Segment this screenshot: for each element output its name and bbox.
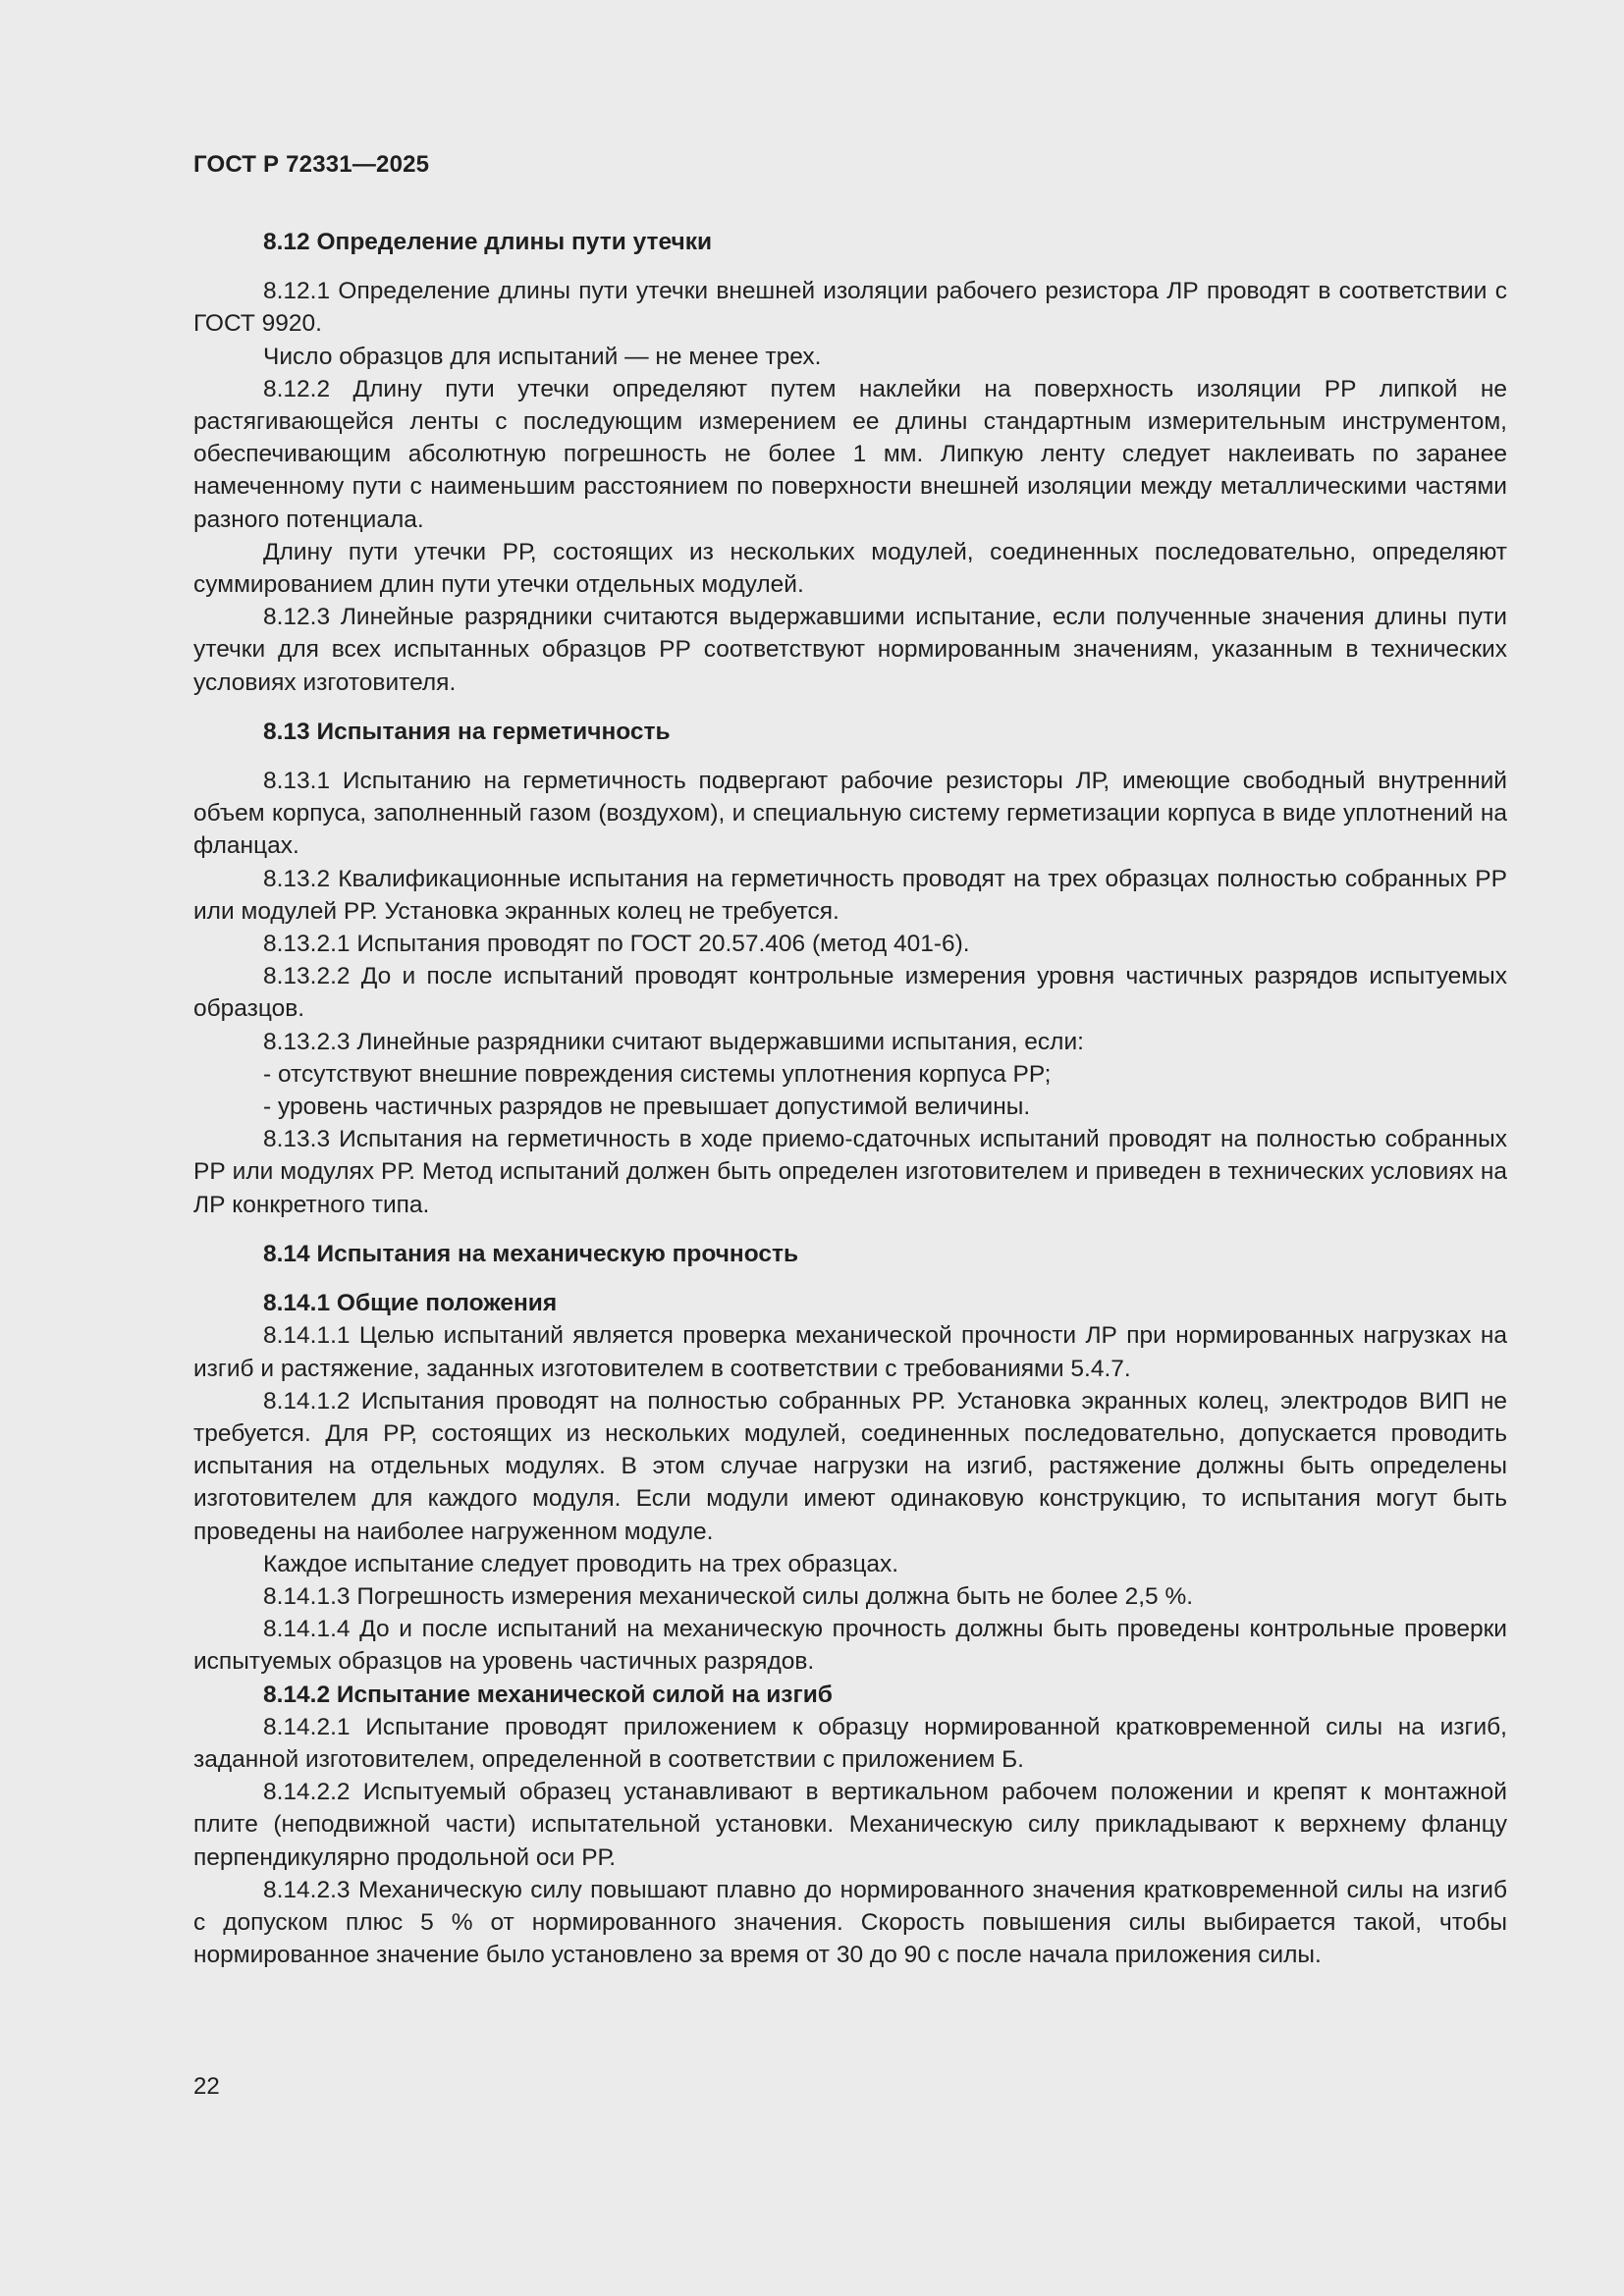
page-number: 22 bbox=[193, 2073, 220, 2100]
paragraph-8-14-1-2: 8.14.1.2 Испытания проводят на полностью собранных РР. Установка экранных колец, электродов ВИП не требуется. Для РР, состоящих из нескольких модулей, соединенных последовательно, допускается проводить испытания на отдельных модулях. В этом случае нагрузки на изгиб, растяжение должны быть определены изготовителем для каждого модуля. Если модули имеют одинаковую конструкцию, то испытания могут быть проведены на наиболее нагруженном модуле. bbox=[193, 1387, 1507, 1545]
paragraph-8-14-1-4: 8.14.1.4 До и после испытаний на механическую прочность должны быть проведены контрольные проверки испытуемых образцов на уровень частичных разрядов. bbox=[193, 1616, 1507, 1676]
document-code-header: ГОСТ Р 72331—2025 bbox=[193, 151, 430, 178]
document-body bbox=[193, 226, 1507, 1971]
paragraph-three-samples: Каждое испытание следует проводить на трех образцах. bbox=[263, 1550, 899, 1577]
paragraph-8-13-2-1: 8.13.2.1 Испытания проводят по ГОСТ 20.57.406 (метод 401-6). bbox=[263, 931, 970, 958]
paragraph-8-14-2-3: 8.14.2.3 Механическую силу повышают плавно до нормированного значения кратковременной силы на изгиб с допуском плюс 5 % от нормированного значения. Скорость повышения силы выбирается такой, чтобы нормированное значение было установлено за время от 30 до 90 с после начала приложения силы. bbox=[193, 1876, 1507, 1969]
paragraph-8-12-1: 8.12.1 Определение длины пути утечки внешней изоляции рабочего резистора ЛР проводят в соответствии с ГОСТ 9920. bbox=[193, 278, 1507, 338]
subsection-heading-8-14-2: 8.14.2 Испытание механической силой на изгиб bbox=[263, 1681, 833, 1708]
paragraph-8-14-2-1: 8.14.2.1 Испытание проводят приложением к образцу нормированной кратковременной силы на изгиб, заданной изготовителем, определенной в соответствии с приложением Б. bbox=[193, 1713, 1507, 1773]
subsection-heading-8-14-1: 8.14.1 Общие положения bbox=[263, 1290, 558, 1317]
section-heading-8-12: 8.12 Определение длины пути утечки bbox=[263, 229, 713, 255]
paragraph-8-14-2-2: 8.14.2.2 Испытуемый образец устанавливают в вертикальном рабочем положении и крепят к монтажной плите (неподвижной части) испытательной установки. Механическую силу прикладывают к верхнему фланцу перпендикулярно продольной оси РР. bbox=[193, 1779, 1507, 1871]
paragraph-leakage-sum: Длину пути утечки РР, состоящих из нескольких модулей, соединенных последовательно, определяют суммированием длин пути утечки отдельных модулей. bbox=[193, 538, 1507, 599]
list-item-no-damage: - отсутствуют внешние повреждения системы уплотнения корпуса РР; bbox=[263, 1060, 1052, 1088]
paragraph-sample-count: Число образцов для испытаний — не менее трех. bbox=[263, 343, 822, 370]
paragraph-8-12-3: 8.12.3 Линейные разрядники считаются выдержавшими испытание, если полученные значения длины пути утечки для всех испытанных образцов РР соответствуют нормированным значениям, указанным в технических условиях изготовителя. bbox=[193, 604, 1507, 696]
paragraph-8-13-2-2: 8.13.2.2 До и после испытаний проводят контрольные измерения уровня частичных разрядов испытуемых образцов. bbox=[193, 963, 1507, 1023]
section-heading-8-14: 8.14 Испытания на механическую прочность bbox=[263, 1240, 799, 1267]
paragraph-8-13-2-3: 8.13.2.3 Линейные разрядники считают выдержавшими испытания, если: bbox=[263, 1028, 1084, 1055]
paragraph-8-13-2: 8.13.2 Квалификационные испытания на герметичность проводят на трех образцах полностью собранных РР или модулей РР. Установка экранных колец не требуется. bbox=[193, 865, 1507, 925]
paragraph-8-12-2: 8.12.2 Длину пути утечки определяют путем наклейки на поверхность изоляции РР липкой не растягивающейся ленты с последующим измерением ее длины стандартным измерительным инструментом, обеспечивающим абсолютную погрешность не более 1 мм. Липкую ленту следует наклеивать по заранее намеченному пути с наименьшим расстоянием по поверхности внешней изоляции между металлическими частями разного потенциала. bbox=[193, 375, 1507, 533]
paragraph-8-13-1: 8.13.1 Испытанию на герметичность подвергают рабочие резисторы ЛР, имеющие свободный внутренний объем корпуса, заполненный газом (воздухом), и специальную систему герметизации корпуса в виде уплотнений на фланцах. bbox=[193, 768, 1507, 860]
section-heading-8-13: 8.13 Испытания на герметичность bbox=[263, 718, 671, 745]
paragraph-8-14-1-1: 8.14.1.1 Целью испытаний является проверка механической прочности ЛР при нормированных нагрузках на изгиб и растяжение, заданных изготовителем в соответствии с требованиями 5.4.7. bbox=[193, 1322, 1507, 1382]
paragraph-8-14-1-3: 8.14.1.3 Погрешность измерения механической силы должна быть не более 2,5 %. bbox=[263, 1582, 1194, 1610]
list-item-partial-discharge: - уровень частичных разрядов не превышает допустимой величины. bbox=[263, 1094, 1031, 1121]
paragraph-8-13-3: 8.13.3 Испытания на герметичность в ходе приемо-сдаточных испытаний проводят на полностью собранных РР или модулях РР. Метод испытаний должен быть определен изготовителем и приведен в технических условиях на ЛР конкретного типа. bbox=[193, 1126, 1507, 1218]
